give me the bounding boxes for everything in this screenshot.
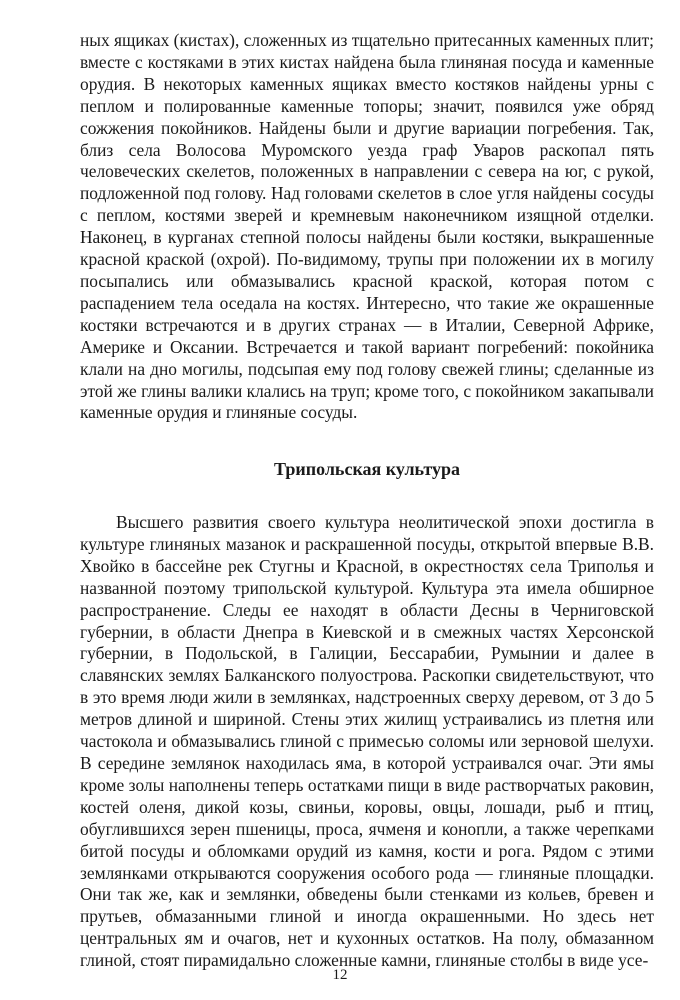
body-paragraph-continued: ных ящиках (кистах), сложенных из тщательно притесанных каменных плит; вместе с костяками в этих кистах найдена была глиняная посуда и каменные орудия. В некоторых каменных ящиках вместо костяков найдены урны с пеплом и полированные каменные топоры; значит, появился уже обряд сожжения покойников. Найдены были и другие вариации погребения. Так, близ села Волосова Муромского уезда граф Уваров раскопал пять человеческих скелетов, положенных в направлении с севера на юг, с рукой, подложенной под голову. Над головами скелетов в слое угля найдены сосуды с пеплом, костями зверей и кремневым наконечником изящной отделки. Наконец, в курганах степной полосы найдены были костяки, выкрашенные красной краской (охрой). По-видимому, трупы при положении их в могилу посыпались или обмазывались красной краской, которая потом с распадением тела оседала на костях. Интересно, что такие же окрашенные костяки встречаются и в других странах — в Италии, Северной Африке, Америке и Оксании. Встречается и такой вариант погребений: покойника клали на дно могилы, подсыпая ему под голову свежей глины; сделанные из этой же глины валики клались на труп; кроме того, с покойником закапывали каменные орудия и глиняные сосуды. <box>80 30 654 423</box>
document-page <box>80 30 654 970</box>
section-heading: Трипольская культура <box>274 459 460 479</box>
page-number: 12 <box>332 967 348 983</box>
body-paragraph-tripolye: Высшего развития своего культура неолитической эпохи достигла в культуре глиняных мазанок и раскрашенной посуды, открытой впервые В.В. Хвойко в бассейне рек Стугны и Красной, в окрестностях села Триполья и названной поэтому трипольской культурой. Культура эта имела обширное распространение. Следы ее находят в области Десны в Черниговской губернии, в области Днепра в Киевской и в смежных частях Херсонской губернии, в Подольской, в Галиции, Бессарабии, Румынии и далее в славянских землях Балканского полуострова. Раскопки свидетельствуют, что в это время люди жили в землянках, надстроенных сверху деревом, от 3 до 5 метров длиной и шириной. Стены этих жилищ устраивались из плетня или частокола и обмазывались глиной с примесью соломы или зерновой шелухи. В середине землянок находилась яма, в которой устраивался очаг. Эти ямы кроме золы наполнены теперь остатками пищи в виде растворчатых раковин, костей оленя, дикой козы, свиньи, коровы, овцы, лошади, рыб и птиц, обуглившихся зерен пшеницы, проса, ячменя и конопли, а также черепками битой посуды и обломками орудий из камня, кости и рога. Рядом с этими землянками открываются сооружения особого рода — глиняные площадки. Они так же, как и землянки, обведены были стенками из кольев, бревен и прутьев, обмазанными глиной и иногда окрашенными. Но здесь нет центральных ям и очагов, нет и кухонных остатков. На полу, обмазанном глиной, стоят пирамидально сложенные камни, глиняные столбы в виде усе- <box>80 512 654 971</box>
